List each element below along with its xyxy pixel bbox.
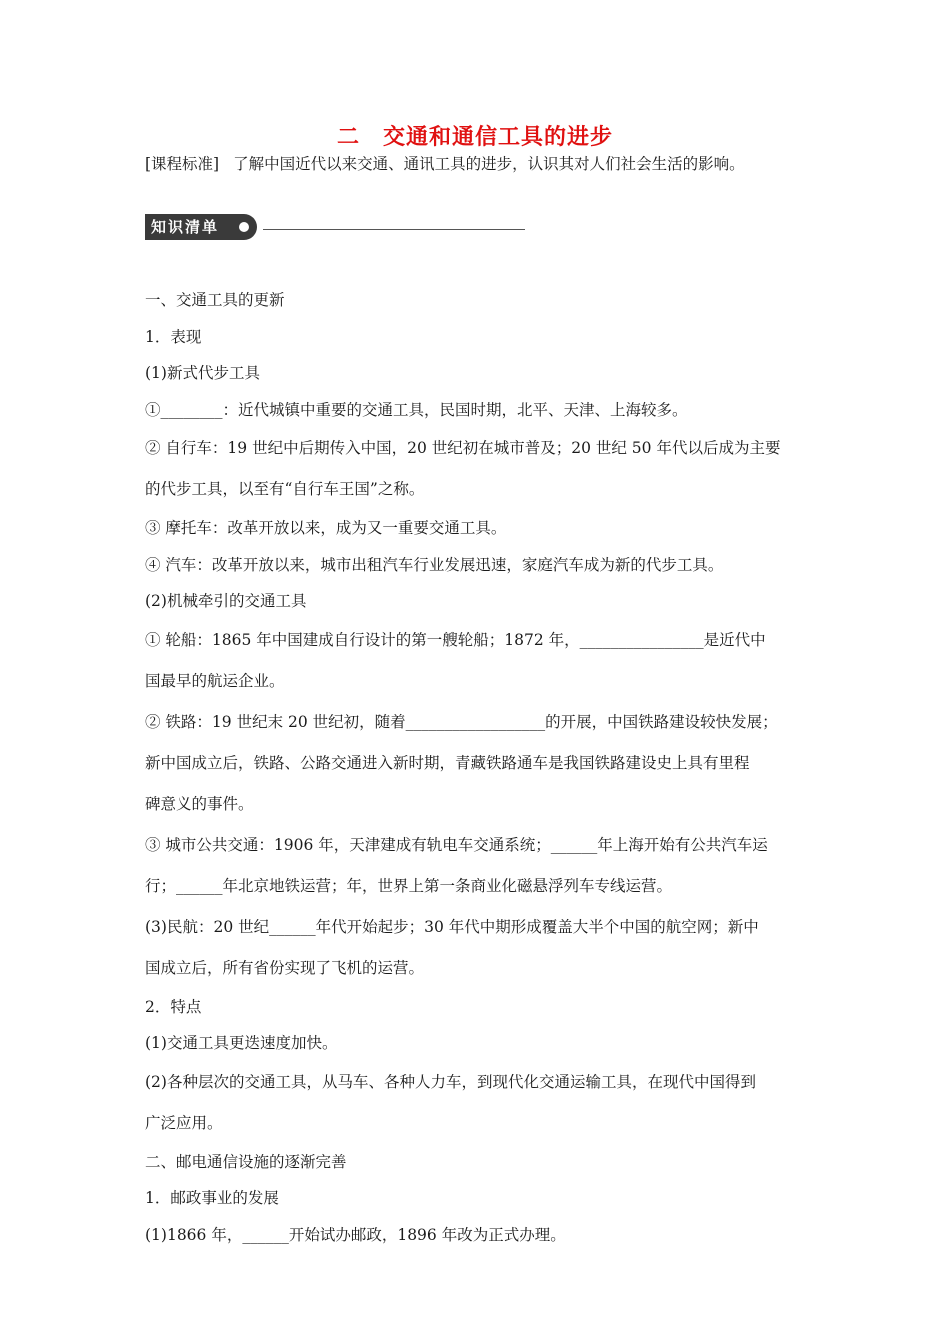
paragraph-line: 国最早的航运企业。 xyxy=(145,671,285,690)
paragraph-line: ② 自行车：19 世纪中后期传入中国，20 世纪初在城市普及；20 世纪 50 年代以后成为主要 xyxy=(145,439,781,457)
subheading: (2)机械牵引的交通工具 xyxy=(145,592,307,610)
paragraph-line: 国成立后，所有省份实现了飞机的运营。 xyxy=(145,958,425,977)
subheading: (1)新式代步工具 xyxy=(145,364,260,382)
subheading: 1．邮政事业的发展 xyxy=(145,1189,279,1207)
bullet-dot-icon xyxy=(239,222,249,232)
banner-divider xyxy=(263,229,525,230)
curriculum-standard xyxy=(145,152,745,174)
standard-text: 了解中国近代以来交通、通讯工具的进步，认识其对人们社会生活的影响。 xyxy=(233,155,745,173)
paragraph-line: ①________：近代城镇中重要的交通工具，民国时期，北平、天津、上海较多。 xyxy=(145,400,688,419)
paragraph-line: (1)1866 年，______开始试办邮政，1896 年改为正式办理。 xyxy=(145,1225,566,1244)
banner-label: 知识清单 xyxy=(151,218,220,236)
paragraph-line: (3)民航：20 世纪______年代开始起步；30 年代中期形成覆盖大半个中国的航空网；新中 xyxy=(145,917,759,936)
section-heading: 一、交通工具的更新 xyxy=(145,291,285,309)
paragraph-line: (2)各种层次的交通工具，从马车、各种人力车，到现代化交通运输工具，在现代中国得到 xyxy=(145,1072,756,1091)
paragraph-line: ① 轮船：1865 年中国建成自行设计的第一艘轮船；1872 年，________________是近代中 xyxy=(145,630,766,649)
paragraph-line: ③ 城市公共交通：1906 年，天津建成有轨电车交通系统；______年上海开始有公共汽车运 xyxy=(145,835,768,854)
standard-label: [课程标准] xyxy=(145,155,220,173)
paragraph-line: ③ 摩托车：改革开放以来，成为又一重要交通工具。 xyxy=(145,519,507,537)
paragraph-line: 广泛应用。 xyxy=(145,1113,223,1132)
paragraph-line: ④ 汽车：改革开放以来，城市出租汽车行业发展迅速，家庭汽车成为新的代步工具。 xyxy=(145,555,724,574)
subheading: 1．表现 xyxy=(145,327,202,346)
paragraph-line: 行；______年北京地铁运营；年，世界上第一条商业化磁悬浮列车专线运营。 xyxy=(145,876,673,895)
paragraph-line: (1)交通工具更迭速度加快。 xyxy=(145,1034,338,1052)
knowledge-list-banner xyxy=(145,214,525,240)
document-body xyxy=(145,282,815,1253)
section-heading: 二、邮电通信设施的逐渐完善 xyxy=(145,1152,347,1171)
paragraph-line: 新中国成立后，铁路、公路交通进入新时期，青藏铁路通车是我国铁路建设史上具有里程 xyxy=(145,753,750,772)
paragraph-line: 碑意义的事件。 xyxy=(145,794,254,813)
page-title: 二 交通和通信工具的进步 xyxy=(336,125,613,150)
banner-box xyxy=(145,214,257,240)
paragraph-line: ② 铁路：19 世纪末 20 世纪初，随着__________________的开展，中国铁路建设较快发展； xyxy=(145,712,778,731)
paragraph-line: 的代步工具，以至有“自行车王国”之称。 xyxy=(145,480,425,498)
subheading: 2．特点 xyxy=(145,997,202,1016)
